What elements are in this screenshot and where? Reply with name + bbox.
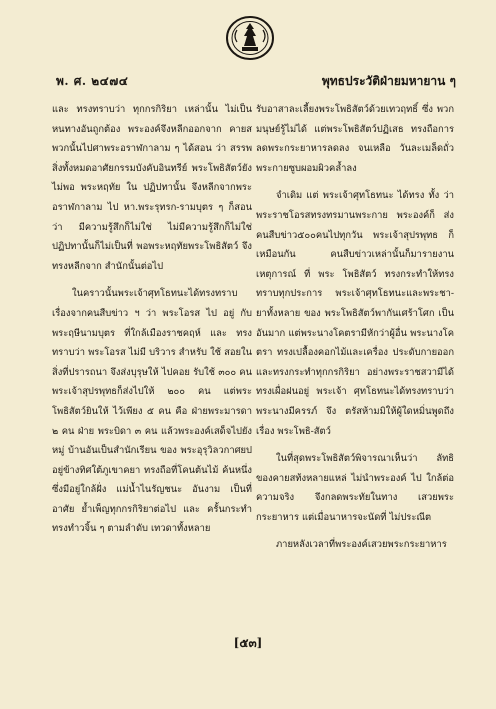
header-title: พุทธประวัติฝ่ายมหายาน ๆ — [321, 74, 456, 88]
paragraph: และ ทรงทราบว่า ทุกกรกิริยา เหล่านั้น ไม่เป็น หนทางอันถูกต้อง พระองค์จึงหลีกออกจาก คายสพวกนั้นไปศาพระอราฬกาลาม ๆ ได้สอน ว่า สรรพสิ่งทั้งหมดอาศัยกรรมบังคับอินทรีย์ พระโพธิสัตว์ยังไม่พอ พระหฤทัย ใน ปฏิปทานั้น จึงหลีกจากพระอราฬกาลาม ไป หา.พระรุทรก-รามบุตร ๆ ก็สอนว่า มีความรู้สึกก็ไม่ใช่ ไม่มีความรู้สึกก็ไม่ใช่ ปฏิปทานั้นก็ไม่เป็นที่ พอพระหฤทัยพระโพธิสัตว์ จึงทรงหลีกจาก สำนักนั้นต่อไป — [52, 104, 252, 272]
paragraph: จำเดิม แต่ พระเจ้าศุทโธทนะ ได้ทรง ทั้ง ว่า พระราชโอรสทรงทรมานพระกาย พระองค์ก็ ส่งคนสืบข่าว๕๐๐คนไปทุกวัน พระเจ้าสุปรพุทธ ก็เหมือนกัน คนสืบข่าวเหล่านั้นก็มารายงาน เหตุการณ์ ที่ พระ โพธิสัตว์ ทรงกระทำให้ทรง ทราบทุกประการ พระเจ้าศุทโธทนะและพระชา-ยาทั้งหลาย ของ พระโพธิสัตว์พากันเศร้าโศก เป็นอันมาก แต่พระนางโคตรามีหักว่าผู้อื่น พระนางโคตรา ทรงเปลื้องคอกไม้และเครื่อง ประดับกายออก และทรงกระทำทุกกรกิริยา อย่างพระราชสวามีได้ทรงเผื่อฝนอยู่ พระเจ้า ศุทโธทนะได้ทรงทราบว่า พระนางมีครรภ์ จึง ตรัสห้ามมิให้ผู้ใดหมิ่นพูดถึง เรื่อง พระโพธิ-สัตว์ — [256, 190, 454, 437]
right-column — [256, 100, 454, 555]
left-column — [52, 100, 252, 539]
header-year: พ. ศ. ๒๔๗๔ — [56, 74, 129, 88]
paragraph: ภายหลังเวลาที่พระองค์เสวยพระกระยาหาร — [276, 539, 447, 551]
page-number: [๕๓] — [233, 636, 263, 650]
royal-seal-icon — [225, 14, 275, 62]
paragraph: รับอาสาละเลี้ยงพระโพธิสัตว์ด้วยเทวฤทธิ์ ซึ่ง พวกมนุษย์รู้ไม่ได้ แต่พระโพธิสัตว์ปฏิเสธ ทรงถือการลดพระกระยาหารลดลง จนเหลือ วันละเมล็ดถั่ว พระกายซูบผอมผิวคล้ำลง — [256, 104, 454, 174]
paragraph: ในคราวนั้นพระเจ้าศุทโธทนะได้ทรงทราบ เรื่องจากคนสืบข่าว ฯ ว่า พระโอรส ไป อยู่ กับ พระฤษีนามบุตร ที่ใกล้เมืองราชคฤห์ และ ทรงทราบว่า พระโอรส ไม่มี บริวาร สำหรับ ใช้ สอยในสิ่งที่ปรารถนา จึงส่งบุรุษให้ ไปคอย รับใช้ ๓๐๐ คน พระเจ้าสุปรพุทธก็ส่งไปให้ ๒๐๐ คน แต่พระโพธิสัตว์ยินให้ ไว้เพียง ๕ คน คือ ฝ่ายพระมารดา ๒ คน ฝ่าย พระบิดา ๓ คน แล้วพระองค์เสด็จไปยังหมู่ บ้านอันเป็นสำนักเรียน ของ พระอุรุวิลวกาศยป อยู่ข้างทิศใต้ภูเขาคยา ทรงถือที่โคนต้นไม้ ค้นหนึ่งซึ่งมีอยู่ใกล้ฝั่ง แม่น้ำไนรัญชนะ อันงาม เป็นที่อาศัย ย้ำเพ็ญทุกกรกิริยาต่อไป และ ครั้นกระทำทรงทำวจิ้น ๆ ตามลำดับ เทวดาทั้งหลาย — [52, 288, 252, 535]
paragraph: ในที่สุดพระโพธิสัตว์พิจารณาเห็นว่า ลัทธิ ของคายสท้งหลายแหล่ ไม่นำพระองค์ ไป ใกล้ต่อความจริง จึงกลดพระทัยในทาง เสวยพระกระยาหาร แต่เมื่อนาหารจะนัดที่ ไม่ประณีต — [256, 453, 454, 523]
